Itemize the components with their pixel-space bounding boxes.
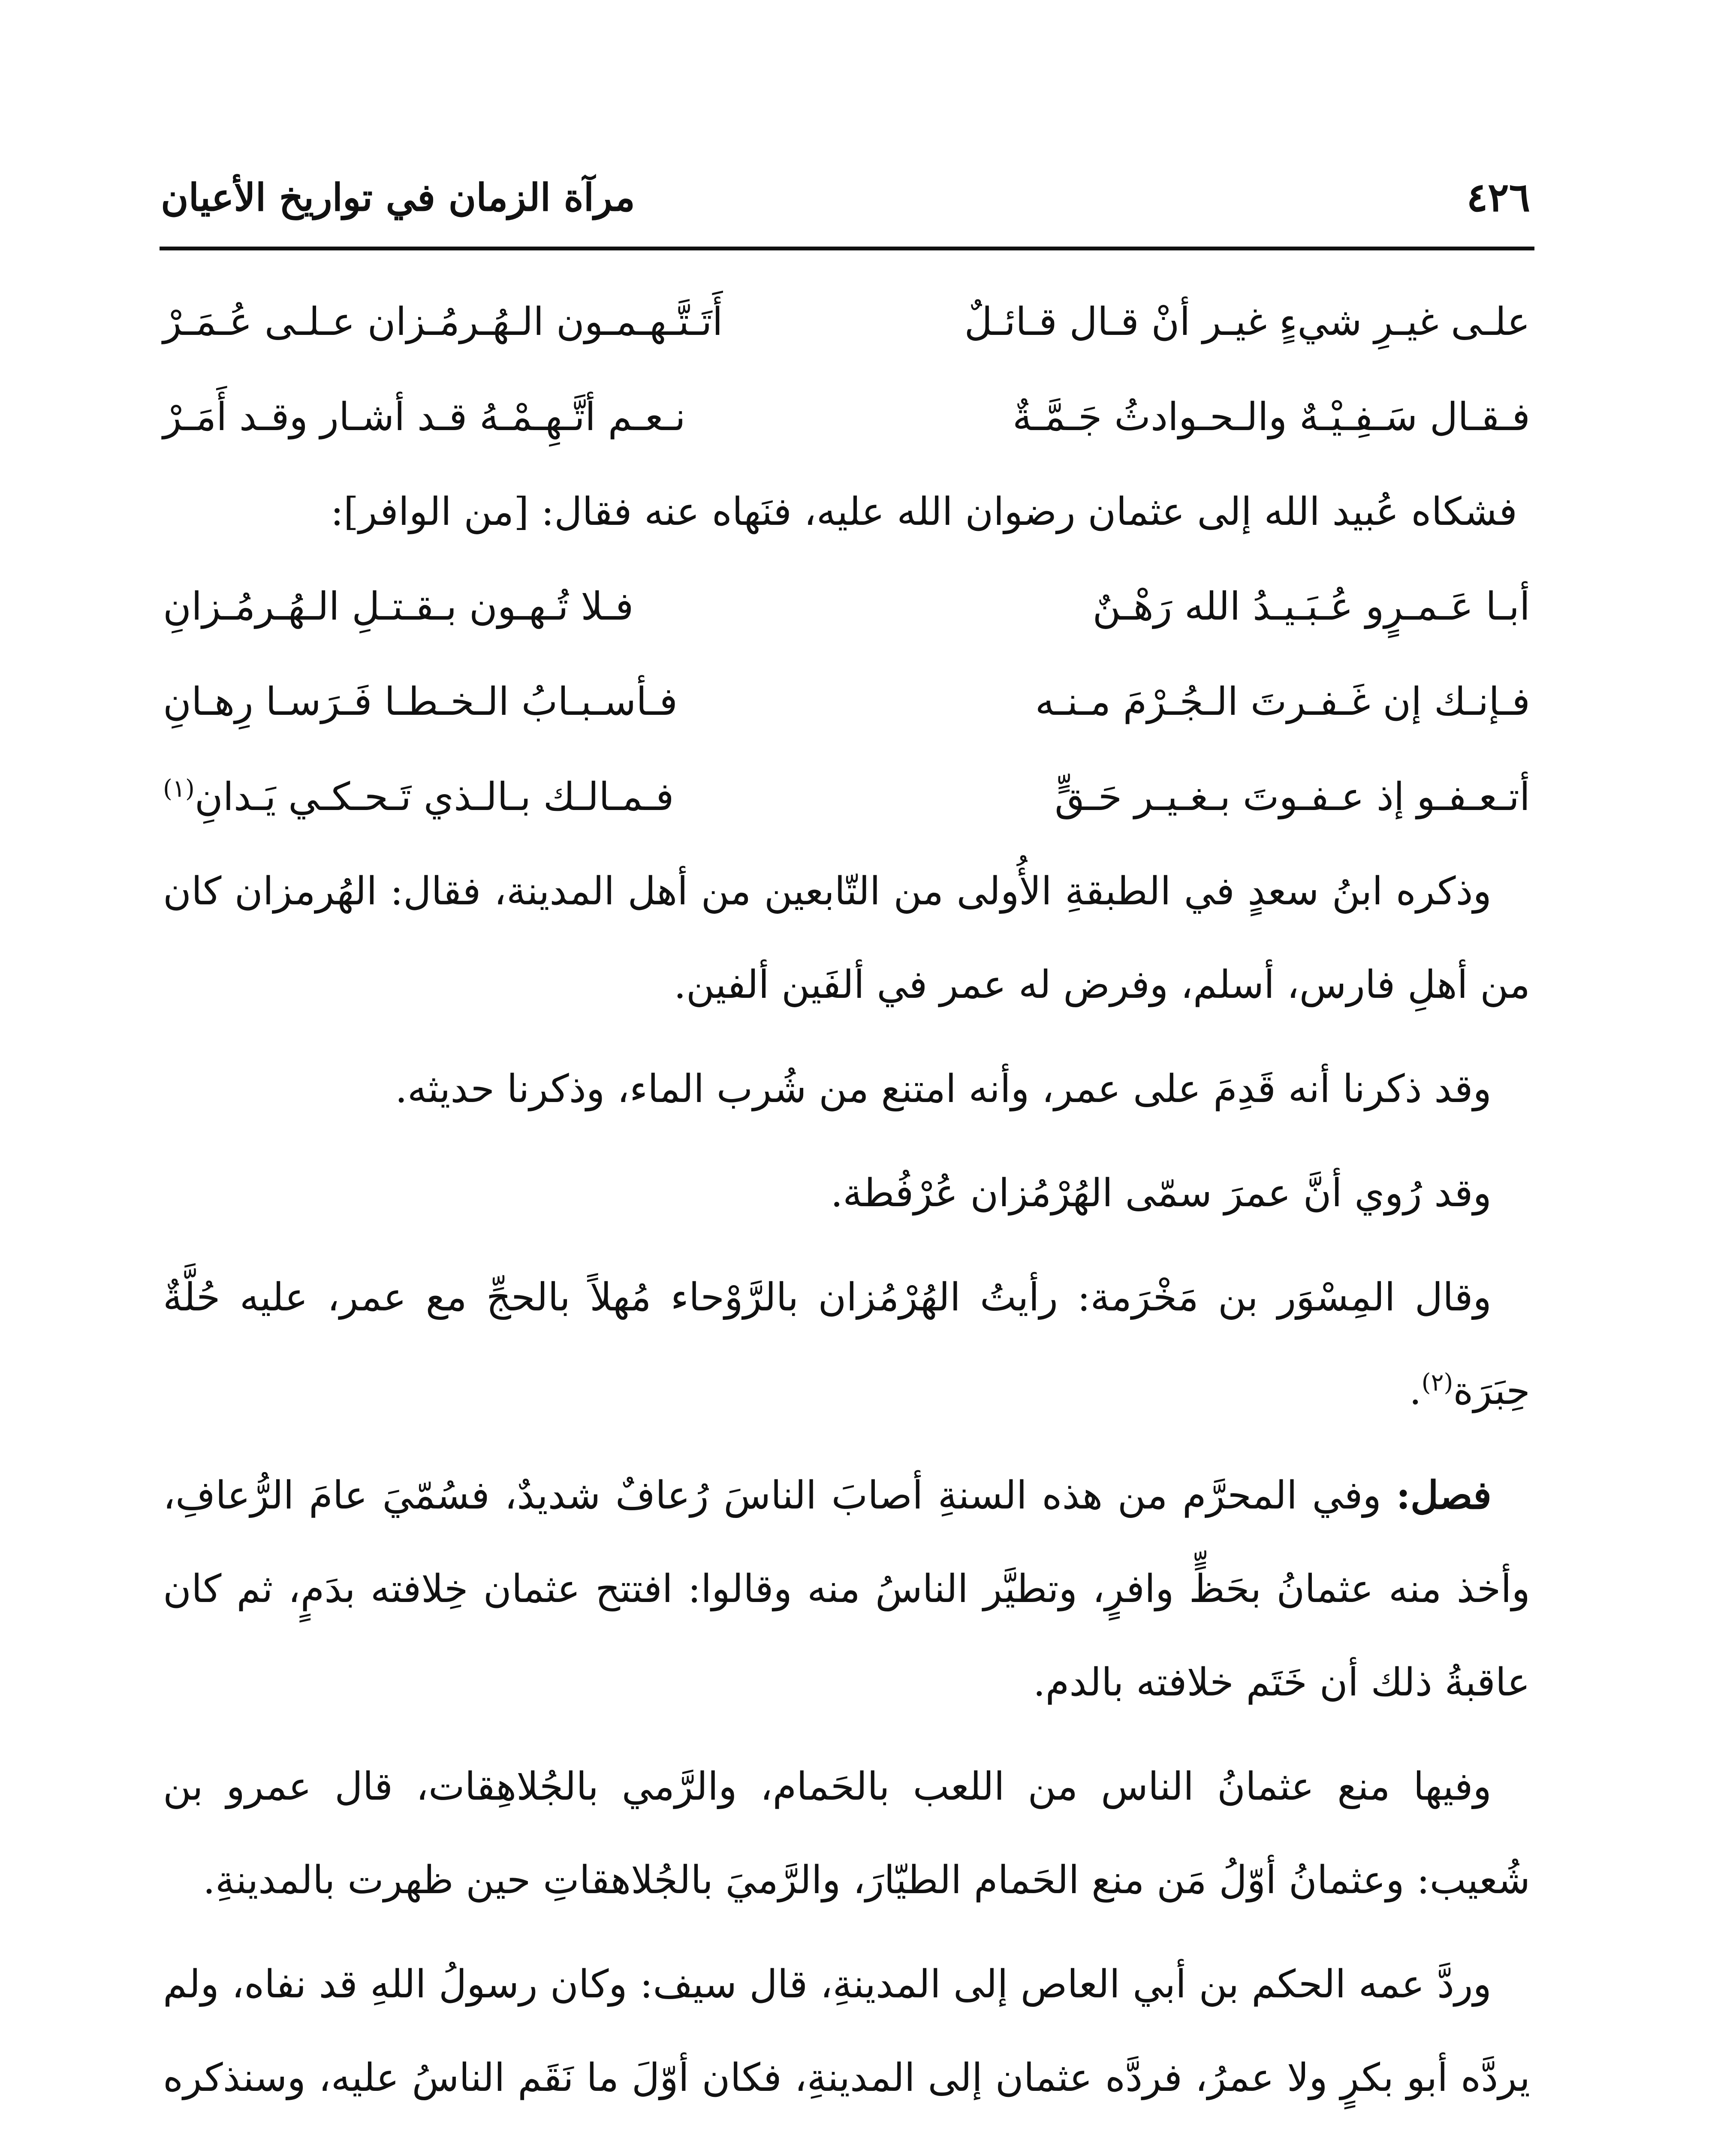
verse-block-2 (163, 559, 1530, 845)
verse-line (163, 274, 1530, 370)
verse-first-hemistich: علـى غيـرِ شيءٍ غيـر أنْ قـال قـائـلٌ (964, 299, 1530, 344)
paragraph-end: . (1409, 1368, 1422, 1413)
verse-first-hemistich: فـقـال سَـفِـيْـهٌ والـحـوادثُ جَـمَّـةٌ (1012, 394, 1530, 440)
verse-first-hemistich: أبـا عَـمـرٍو عُـبَـيـدُ الله رَهْـنٌ (1092, 584, 1530, 629)
footnote-reference: (١) (163, 775, 195, 803)
verse-first-hemistich: فـإنـك إن غَـفـرتَ الـجُـرْمَ مـنـه (1035, 679, 1530, 724)
verse-block-1 (163, 274, 1530, 465)
verse-second-hemistich (163, 750, 674, 845)
paragraph: وقد رُوي أنَّ عمرَ سمّى الهُرْمُزان عُرْفُطة. (830, 1171, 1492, 1216)
main-text (163, 274, 1530, 2144)
footnote-reference: (٢) (1421, 1369, 1453, 1397)
paragraph: وفيها منع عثمانُ الناس من اللعب بالحَمام، والرَّمي بالجُلاهِقات، قال عمرو بن شُعيب: وعثمانُ أوّلُ مَن منع الحَمام الطيّارَ، والرَّميَ بالجُلاهقاتِ حين ظهرت بالمدينةِ. (163, 1764, 1530, 1903)
verse-second-hemistich: فـلا تُـهـون بـقـتـلِ الـهُـرمُـزانِ (163, 584, 634, 629)
paragraph (163, 1251, 1530, 1438)
paragraph: وذكره ابنُ سعدٍ في الطبقةِ الأُولى من التّابعين من أهل المدينة، فقال: الهُرمزان كان من أهلِ فارس، أسلم، وفرض له عمر في ألفَين ألفين. (163, 869, 1530, 1007)
verse-second-hemistich: فـأسـبـابُ الـخـطـا فَـرَسـا رِهـانِ (163, 679, 678, 724)
verse-second-hemistich: أَتَـتَّـهـمـون الـهُـرمُـزان عـلـى عُـمَـرْ (163, 299, 723, 344)
paragraph (163, 1448, 1530, 1729)
verse-line (163, 654, 1530, 750)
section-label: فصل: (1396, 1472, 1492, 1518)
verse-line (163, 750, 1530, 845)
running-title: مرآة الزمان في تواريخ الأعيان (161, 175, 635, 220)
verse-line (163, 559, 1530, 654)
verse-second-hemistich: نـعـم أتَّـهِـمْـهُ قـد أشـار وقـد أَمَـرْ (163, 394, 686, 440)
page-header (161, 172, 1530, 223)
header-rule (160, 247, 1534, 250)
verse-line (163, 370, 1530, 465)
paragraph-text: وقال المِسْوَر بن مَخْرَمة: رأيتُ الهُرْمُزان بالرَّوْحاء مُهلاً بالحجِّ مع عمر، عليه حُلَّةٌ حِبَرَة (163, 1275, 1530, 1413)
verse-first-hemistich: أتـعـفـو إذ عـفـوتَ بـغـيـر حَـقٍّ (1055, 774, 1530, 819)
paragraph-text: وفي المحرَّم من هذه السنةِ أصابَ الناسَ رُعافٌ شديدٌ، فسُمّيَ عامَ الرُّعافِ، وأخذ منه عثمانُ بحَظٍّ وافرٍ، وتطيَّر الناسُ منه وقالوا: افتتح عثمان خِلافته بدَمٍ، ثم كان عاقبةُ ذلك أن خَتَم خلافته بالدم. (163, 1473, 1530, 1705)
paragraph: وردَّ عمه الحكم بن أبي العاص إلى المدينةِ، قال سيف: وكان رسولُ اللهِ قد نفاه، ولم يردَّه أبو بكرٍ ولا عمرُ، فردَّه عثمان إلى المدينةِ، فكان أوّلَ ما نَقَم الناسُ عليه، وسنذكره (163, 1962, 1530, 2100)
hemistich-text: فـمـالـك بـالـذي تَـحـكـي يَـدانِ (194, 774, 674, 819)
verse-intro: فشكاه عُبيد الله إلى عثمان رضوان الله عليه، فنَهاه عنه فقال: [من الوافر]: (330, 489, 1517, 534)
paragraph: وقد ذكرنا أنه قَدِمَ على عمر، وأنه امتنع من شُرب الماء، وذكرنا حديثه. (395, 1066, 1492, 1111)
page-number: ٤٢٦ (1466, 174, 1530, 220)
